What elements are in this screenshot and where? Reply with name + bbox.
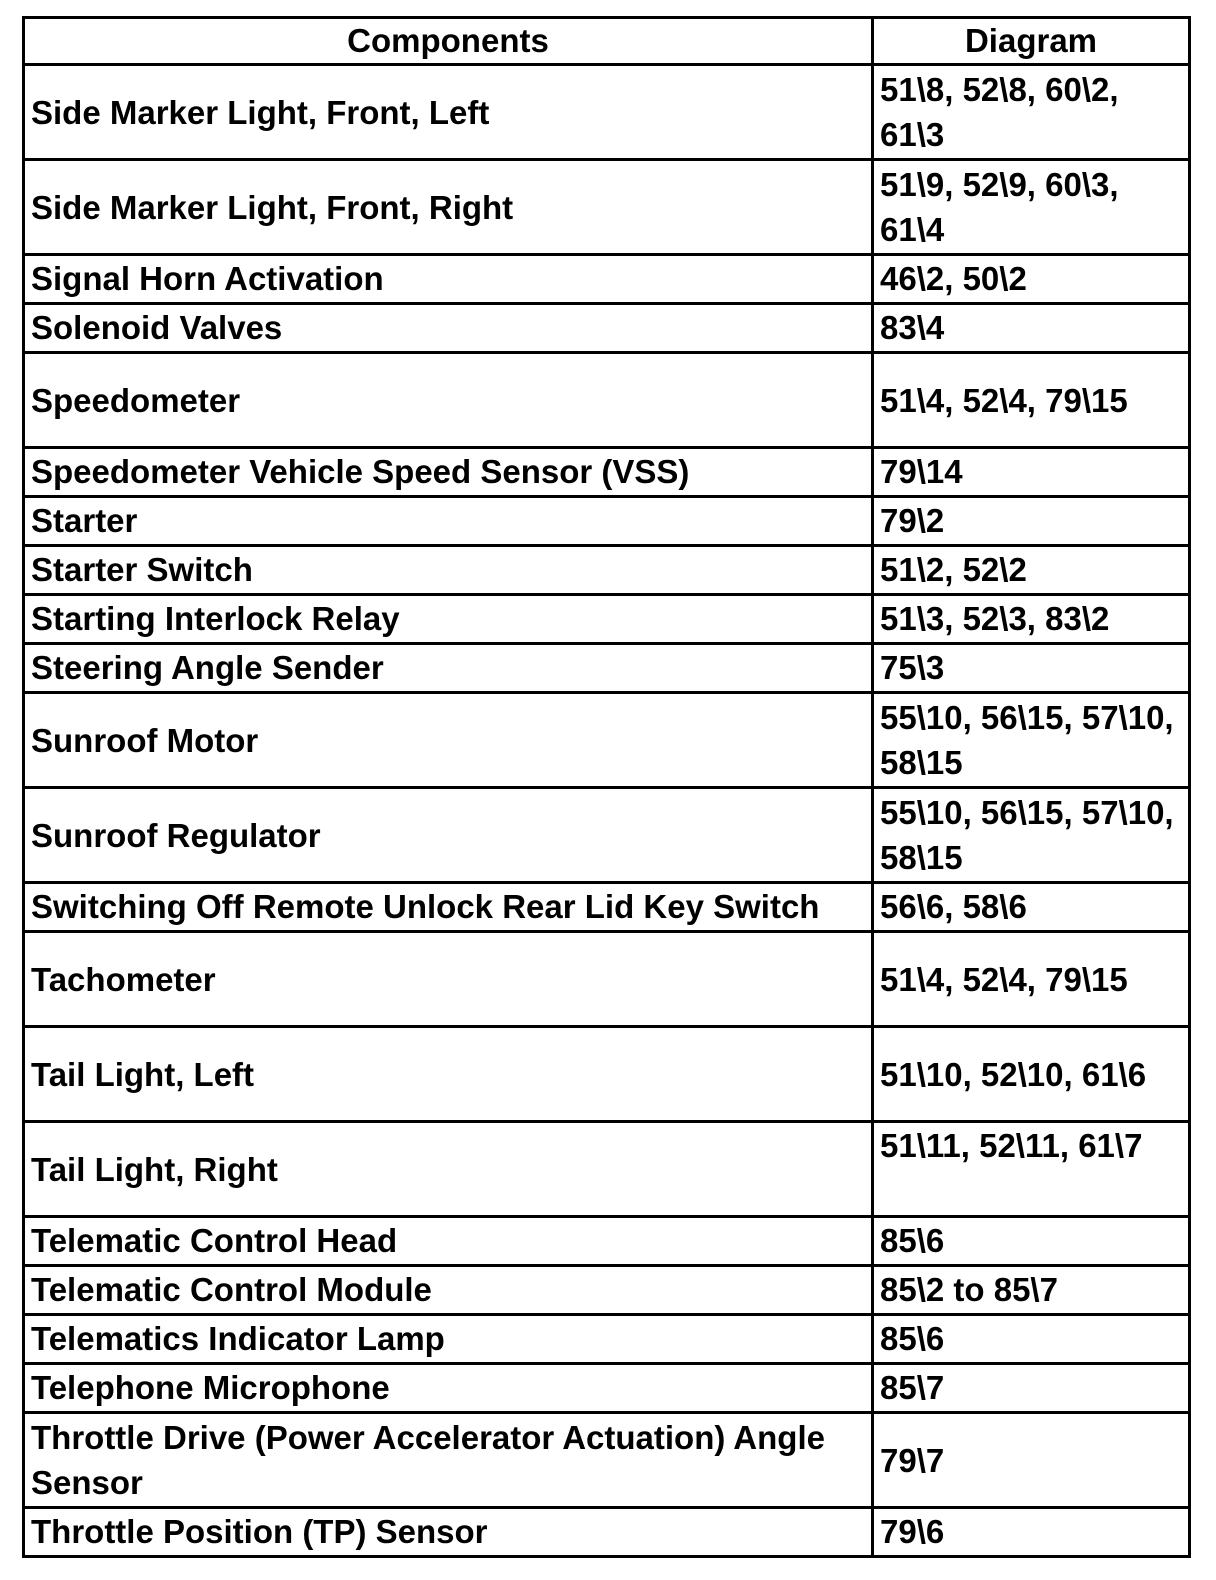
- component-cell: Starter Switch: [24, 546, 873, 595]
- component-cell: Solenoid Valves: [24, 304, 873, 353]
- table-row: [24, 1122, 1190, 1217]
- diagram-cell: 79\2: [873, 497, 1190, 546]
- table-row: [24, 1413, 1190, 1508]
- diagram-cell: 85\6: [873, 1217, 1190, 1266]
- diagram-cell: 79\7: [873, 1413, 1190, 1508]
- table-row: [24, 644, 1190, 693]
- component-cell: Sunroof Regulator: [24, 788, 873, 883]
- diagram-cell: 51\4, 52\4, 79\15: [873, 932, 1190, 1027]
- diagram-cell: 85\6: [873, 1315, 1190, 1364]
- component-cell: Throttle Drive (Power Accelerator Actuation) Angle Sensor: [24, 1413, 873, 1508]
- diagram-cell: 85\2 to 85\7: [873, 1266, 1190, 1315]
- diagram-cell: 55\10, 56\15, 57\10, 58\15: [873, 788, 1190, 883]
- diagram-cell: 51\11, 52\11, 61\7: [873, 1122, 1190, 1217]
- table-row: [24, 546, 1190, 595]
- diagram-cell: 51\9, 52\9, 60\3, 61\4: [873, 160, 1190, 255]
- diagram-cell: 51\3, 52\3, 83\2: [873, 595, 1190, 644]
- table-row: [24, 160, 1190, 255]
- component-cell: Tail Light, Left: [24, 1027, 873, 1122]
- component-cell: Sunroof Motor: [24, 693, 873, 788]
- component-cell: Tachometer: [24, 932, 873, 1027]
- table-row: [24, 65, 1190, 160]
- component-cell: Starting Interlock Relay: [24, 595, 873, 644]
- diagram-cell: 75\3: [873, 644, 1190, 693]
- component-cell: Signal Horn Activation: [24, 255, 873, 304]
- diagram-cell: 46\2, 50\2: [873, 255, 1190, 304]
- component-cell: Steering Angle Sender: [24, 644, 873, 693]
- component-cell: Tail Light, Right: [24, 1122, 873, 1217]
- table-row: [24, 1508, 1190, 1557]
- table-row: [24, 304, 1190, 353]
- diagram-header: Diagram: [873, 18, 1190, 65]
- component-cell: Speedometer Vehicle Speed Sensor (VSS): [24, 448, 873, 497]
- diagram-cell: 51\8, 52\8, 60\2, 61\3: [873, 65, 1190, 160]
- diagram-cell: 55\10, 56\15, 57\10, 58\15: [873, 693, 1190, 788]
- table-row: [24, 353, 1190, 448]
- component-cell: Side Marker Light, Front, Left: [24, 65, 873, 160]
- table-row: [24, 1027, 1190, 1122]
- diagram-cell: 51\4, 52\4, 79\15: [873, 353, 1190, 448]
- component-cell: Side Marker Light, Front, Right: [24, 160, 873, 255]
- diagram-cell: 51\10, 52\10, 61\6: [873, 1027, 1190, 1122]
- diagram-cell: 79\14: [873, 448, 1190, 497]
- table-row: [24, 1217, 1190, 1266]
- table-row: [24, 255, 1190, 304]
- component-cell: Telematic Control Module: [24, 1266, 873, 1315]
- table-row: [24, 693, 1190, 788]
- table-row: [24, 788, 1190, 883]
- table-row: [24, 1364, 1190, 1413]
- header-row: [24, 18, 1190, 65]
- components-header: Components: [24, 18, 873, 65]
- diagram-cell: 85\7: [873, 1364, 1190, 1413]
- table-row: [24, 595, 1190, 644]
- diagram-cell: 51\2, 52\2: [873, 546, 1190, 595]
- table-row: [24, 1315, 1190, 1364]
- component-cell: Switching Off Remote Unlock Rear Lid Key Switch: [24, 883, 873, 932]
- component-cell: Telephone Microphone: [24, 1364, 873, 1413]
- table-row: [24, 497, 1190, 546]
- table-row: [24, 1266, 1190, 1315]
- component-cell: Telematic Control Head: [24, 1217, 873, 1266]
- component-cell: Starter: [24, 497, 873, 546]
- table-row: [24, 448, 1190, 497]
- table-row: [24, 883, 1190, 932]
- component-cell: Throttle Position (TP) Sensor: [24, 1508, 873, 1557]
- diagram-cell: 79\6: [873, 1508, 1190, 1557]
- components-table: [22, 16, 1191, 1558]
- table-row: [24, 932, 1190, 1027]
- component-cell: Telematics Indicator Lamp: [24, 1315, 873, 1364]
- diagram-cell: 83\4: [873, 304, 1190, 353]
- diagram-cell: 56\6, 58\6: [873, 883, 1190, 932]
- component-cell: Speedometer: [24, 353, 873, 448]
